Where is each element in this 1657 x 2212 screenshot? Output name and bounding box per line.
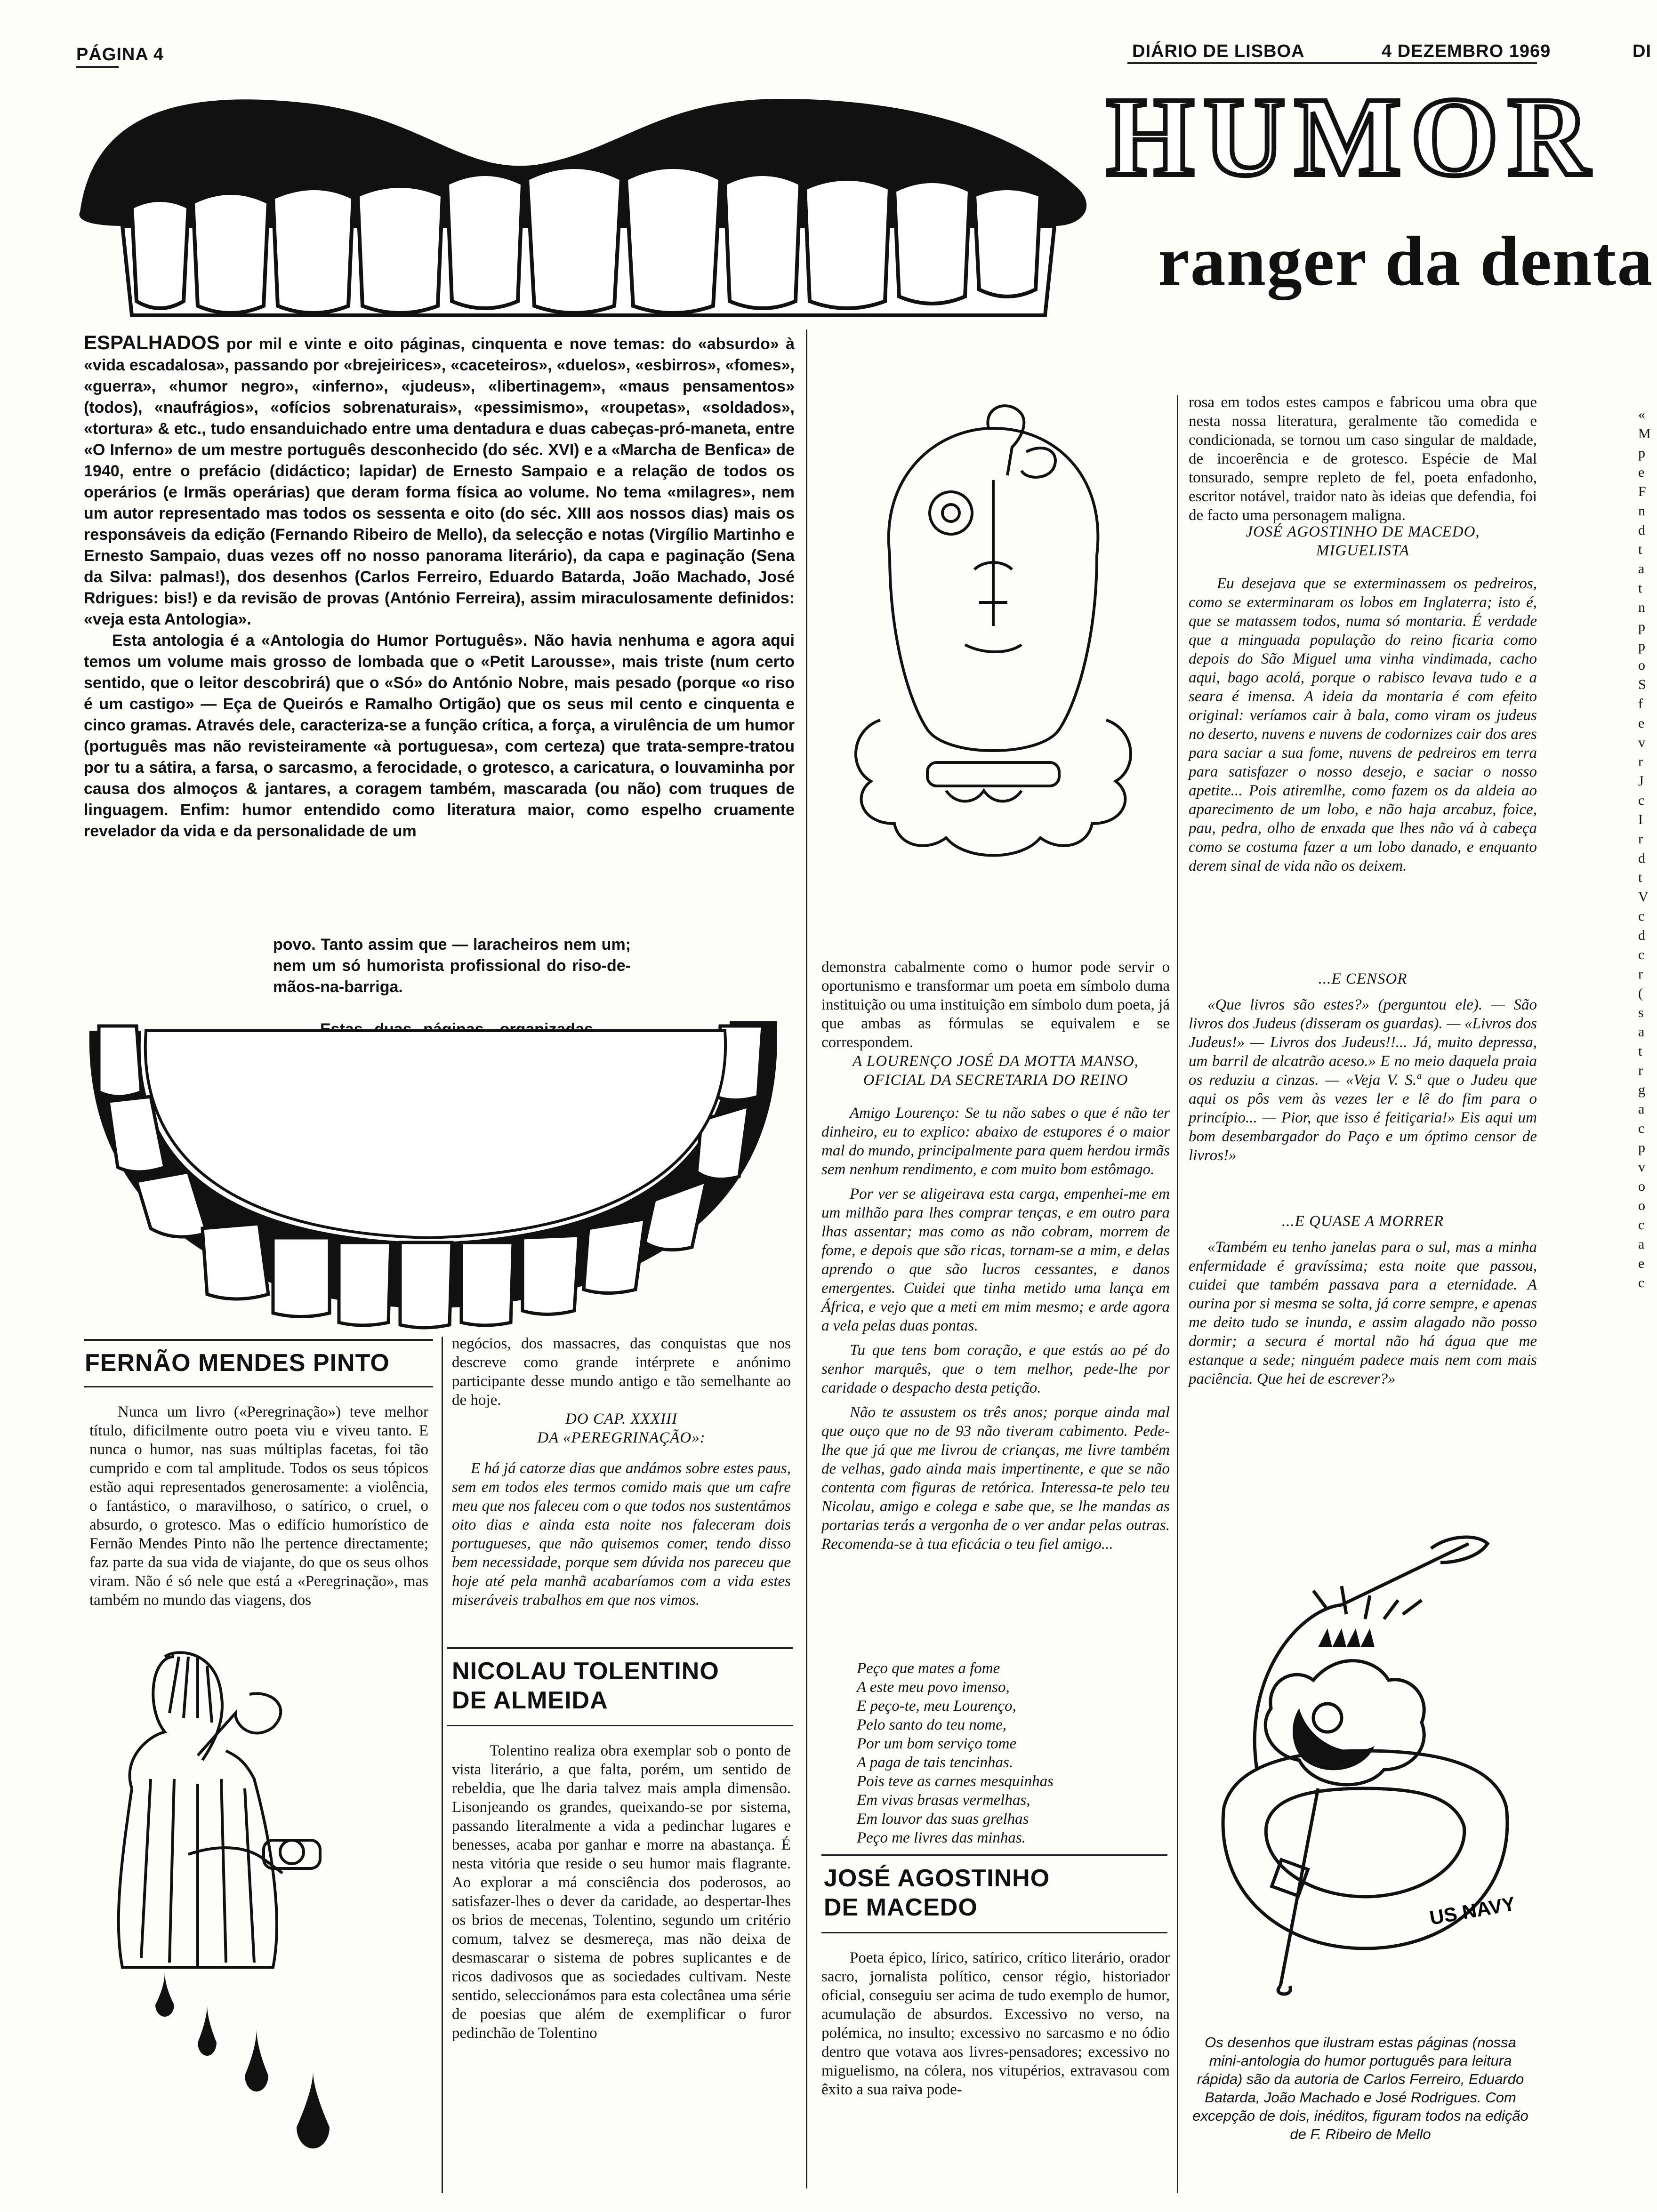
- poem-letter-p1: Amigo Lourenço: Se tu não sabes o que é não ter dinheiro, eu to explico: abaixo de estupores é o maior mal do mundo, principalmente para quem herdou irmãs sem nenhum rendimento, e com muito bom estômago.: [821, 1105, 1170, 1178]
- edge-letter: o: [1638, 1198, 1645, 1213]
- edge-letter: a: [1638, 1101, 1645, 1117]
- edge-letter: o: [1638, 657, 1645, 673]
- poem-letter-p2: Por ver se aligeirava esta carga, empenhei-me em um milhão para lhes comprar tenças, e em outro para lhas assentar; mas como as não cobram, morrem de fome, e depois que são ricas, tornam-se a mim, e delas aprendo o que são lucros cessantes, e danos emergentes. Cuidei que tinha metido uma lança em África, e vejo que a meti em mim mesmo; e arde agora a vela pelas duas pontas.: [821, 1186, 1170, 1334]
- edge-letter: V: [1638, 889, 1649, 905]
- section-title-macedo-1: JOSÉ AGOSTINHO: [824, 1865, 1050, 1892]
- castaway-liferaft-illustration: [1186, 1525, 1544, 2000]
- edge-letter: p: [1638, 445, 1645, 461]
- edge-letter: J: [1638, 773, 1644, 789]
- excerpt-heading-line1: DO CAP. XXXIII: [565, 1411, 677, 1427]
- col3-intro-text: demonstra cabalmente como o humor pode servir o oportunismo e transformar um poeta em símbolo duma instituição ou uma instituição em símbolo dum poeta, já que ambas as fórmulas se equivalem e se correspondem.: [821, 959, 1170, 1051]
- edge-letter: v: [1638, 735, 1645, 750]
- section-rule-macedo: [821, 1854, 1167, 1856]
- header-rule-left: [76, 66, 119, 68]
- column-rule-3: [442, 1337, 443, 2193]
- header-rule-right: [1127, 62, 1537, 64]
- edge-letter: M: [1638, 426, 1651, 441]
- edge-letter: r: [1638, 831, 1643, 847]
- poem-letter-p4: Não te assustem os três anos; porque ainda mal que ouço que no de 93 não tiveram cabimento. Pede-lhe que já que me livrou de crianças, me livre também de velhas, gado ainda mais impertinente, e que se não contenta com figuras de retórica. Interessa-te pelo teu Nicolau, amigo e colega e sabe que, se lhe mandas as portarias terás a vergonha de o ver andar pelas outras. Recomenda-se à tua eficácia o teu fiel amigo...: [821, 1404, 1170, 1553]
- edge-letter: e: [1638, 715, 1645, 731]
- illustration-credits-caption: Os desenhos que ilustram estas páginas (nossa mini-antologia do humor português para leitura rápida) são da autoria de Carlos Ferreiro, Eduardo Batarda, João Machado e José Rodrigues. Com excepção de dois, inéditos, figuram todos na edição de F. Ribeiro de Mello: [1192, 2034, 1528, 2142]
- fernao-excerpt: E há já catorze dias que andámos sobre estes paus, sem em todos eles termos comido mais que um cafre meu que nos faleceu com o que todos nos sustentámos oito dias e ainda esta noite nos faleceram dois portugueses, que não quisemos comer, tendo disso bem necessidade, porque sem dúvida nos pareceu que hoje até pela manhã acabaríamos com a vida estes miseráveis trabalhos em que nos vimos.: [452, 1460, 791, 1609]
- poem-letter: [821, 1104, 1170, 1559]
- edge-letter: c: [1638, 1275, 1645, 1290]
- miguelista-text: Eu desejava que se exterminassem os pedreiros, como se exterminaram os lobos em Inglaterra; isto é, que se matassem todos, numa só montaria. É verdade que a minguada população do reino ficaria como depois do São Miguel uma vinha vindimada, cacho aqui, bago acolá, porque o rabisco levava tudo e a seara é imensa. A ideia da montaria é com efeito original: veríamos cair à bala, como viram os judeus no deserto, nuvens e nuvens de codornizes cair dos ares para saciar a sua fome, nuvens de pedreiros em terra para satisfazer o nosso desejo, e saciar o nosso apetite... Pois atiremlhe, como fazem os da aldeia ao aparecimento de um lobo, e não haja arcabuz, foice, pau, pedra, olho de enxada que lhes não vá à cabeça como se costuma fazer a um lobo danado, e enquanto derem sinal de vida não os deixem.: [1189, 575, 1537, 874]
- verse-line: Pois teve as carnes mesquinhas: [857, 1773, 1054, 1790]
- section-rule-fernao: [84, 1339, 433, 1341]
- edge-letter: F: [1638, 484, 1646, 499]
- verse-line: A paga de tais tencinhas.: [857, 1754, 1014, 1771]
- edge-letter: a: [1638, 1236, 1645, 1252]
- edge-letter: c: [1638, 1121, 1645, 1136]
- edge-letter: c: [1638, 947, 1645, 962]
- edge-letter: c: [1638, 1217, 1645, 1233]
- censor-text: «Que livros são estes?» (perguntou ele). — São livros dos Judeus (disseram os guardas). — «Livros dos Judeus!» — Livros dos Judeus!!... Já, muito depressa, um barril de alcatrão aceso.» E no meio daquela praia os reduziu a cinzas. — «Veja V. S.ª que o Judeu que aqui os pôs vem às vezes ler e lê do fim para o princípio... — Pior, que isso é feitiçaria!» Eis aqui um bom desembargador do Paço e um óptimo censor de livros!»: [1189, 996, 1537, 1164]
- edge-letter: t: [1638, 1043, 1642, 1059]
- edge-letter: o: [1638, 1178, 1645, 1194]
- edge-letter: e: [1638, 1256, 1645, 1271]
- issue-date: 4 DEZEMBRO 1969: [1382, 41, 1551, 61]
- dentures-top-illustration: [66, 71, 1111, 334]
- next-page-header-fragment: DI: [1633, 41, 1651, 61]
- macedo-text: Poeta épico, lírico, satírico, crítico literário, orador sacro, jornalista político, censor régio, historiador oficial, conseguiu ser acima de tudo exemplo de humor, acumulação de absurdos. Excessivo no verso, na polémica, no insulto; excessivo no sarcasmo e no ódio dentro que votava aos livres-pensadores; excessivo no miguelismo, na cólera, nos vitupérios, extravasou com êxito a sua raiva pode-: [821, 1949, 1170, 2098]
- edge-letter: d: [1638, 522, 1645, 538]
- section-title-macedo-2: DE MACEDO: [824, 1894, 978, 1921]
- edge-letter: c: [1638, 793, 1645, 808]
- edge-letter: c: [1638, 908, 1645, 924]
- edge-letter: S: [1638, 677, 1646, 692]
- miguelista-title-line1: JOSÉ AGOSTINHO DE MACEDO,: [1246, 523, 1480, 540]
- verse-line: A este meu povo imenso,: [857, 1679, 1010, 1696]
- miguelista-title-line2: MIGUELISTA: [1316, 542, 1410, 559]
- next-page-cut-column: [1638, 405, 1657, 1292]
- column-rule-2: [1177, 395, 1178, 2193]
- censor-title: ...E CENSOR: [1318, 970, 1408, 987]
- verse-line: Peço me livres das minhas.: [857, 1829, 1026, 1846]
- supplement-title: HUMOR: [1106, 74, 1599, 199]
- edge-letter: v: [1638, 1159, 1645, 1175]
- edge-letter: n: [1638, 600, 1645, 615]
- dentures-bottom-illustration: [71, 965, 805, 1370]
- intro-paragraph-2-tail: povo. Tanto assim que — laracheiros nem um; nem um só humorista profissional do riso-de-mãos-na-barriga.: [273, 936, 631, 996]
- float-label: US NAVY: [1428, 1892, 1517, 1929]
- verse-line: Pelo santo do teu nome,: [857, 1716, 1007, 1733]
- column-rule-1: [806, 329, 807, 2188]
- poem-title-line1: A LOURENÇO JOSÉ DA MOTTA MANSO,: [853, 1053, 1139, 1070]
- edge-letter: g: [1638, 1082, 1645, 1098]
- edge-letter: n: [1638, 503, 1645, 519]
- head-with-worm-illustration: [833, 400, 1153, 955]
- intro-lead-word: ESPALHADOS: [84, 331, 220, 353]
- supplement-subtitle: ranger da denta: [1158, 222, 1654, 300]
- morrer-title: ...E QUASE A MORRER: [1281, 1213, 1444, 1230]
- page-number: PÁGINA 4: [76, 45, 164, 64]
- edge-letter: a: [1638, 561, 1645, 577]
- morrer-text: «Também eu tenho janelas para o sul, mas a minha enfermidade é gravíssima; esta noite que passou, cuidei que também passava para a eternidade. A ourina por si mesma se solta, já corre sempre, e apenas me deito tudo se inunda, e assim alagado não posso dormir; a secura é mortal não há água que me estanque a sede; ninguém padece mais nem com mais paciência. Que hei de escrever?»: [1189, 1239, 1537, 1387]
- edge-letter: I: [1638, 812, 1643, 827]
- edge-letter: t: [1638, 580, 1642, 596]
- poem-verse: [857, 1659, 1149, 1847]
- edge-letter: p: [1638, 619, 1645, 634]
- intro-block: [84, 332, 795, 842]
- edge-letter: t: [1638, 870, 1642, 885]
- section-title-tolentino-2: DE ALMEIDA: [452, 1687, 608, 1714]
- edge-letter: s: [1638, 1005, 1644, 1020]
- col4-intro-text: rosa em todos estes campos e fabricou uma obra que nesta nossa literatura, geralmente tão comedida e condicionada, se tornou um caso singular de maldade, de incoerência e de grotesco. Espécie de Mal tonsurado, sempre repleto de fel, poeta enfadonho, escritor notável, traidor nato às ideias que defendia, foi de facto uma personagem maligna.: [1189, 394, 1537, 524]
- edge-letter: d: [1638, 850, 1645, 866]
- edge-letter: e: [1638, 465, 1645, 480]
- tolentino-text: Tolentino realiza obra exemplar sob o ponto de vista literário, a que falta, porém, um sentido de rebeldia, que lhe daria talvez mais ampla dimensão. Lisonjeando os grandes, queixando-se por sistema, passando literalmente a vida a pedinchar lugares e benesses, acaba por ganhar e morre na abastança. É nesta vitória que reside o seu humor mais flagrante. Ao explorar a má consciência dos poderosos, ao satisfazer-lhes o dever da caridade, ao despertar-lhes os brios de mecenas, Tolentino, segundo um critério comum, talvez se desmereça, mas não deixa de desmascarar o sistema de pobres suplicantes e de ricos dadivosos que as sociedades cultivam. Neste sentido, seleccionámos para esta colectânea uma série de poesias que além de exemplificar o furor pedinchão de Tolentino: [452, 1742, 791, 2042]
- section-rule-macedo-bottom: [821, 1932, 1167, 1933]
- edge-letter: d: [1638, 928, 1645, 943]
- section-title-fernao: FERNÃO MENDES PINTO: [85, 1349, 390, 1377]
- verse-line: Em vivas brasas vermelhas,: [857, 1792, 1030, 1809]
- edge-letter: p: [1638, 1140, 1645, 1155]
- edge-letter: a: [1638, 1024, 1645, 1040]
- edge-letter: r: [1638, 1063, 1643, 1078]
- woman-tap-illustration: [94, 1638, 424, 2165]
- verse-line: Por um bom serviço tome: [857, 1735, 1017, 1752]
- intro-paragraph-2: Esta antologia é a «Antologia do Humor Português». Não havia nenhuma e agora aqui temos um volume mais grosso de lombada que o «Petit Larousse», mais triste (num certo sentido, que o leitor descobrirá) que o «Só» do António Nobre, mais pesado (porque «o riso é um castigo» — Eça de Queirós e Ramalho Ortigão) que os seus mil cento e cinquenta e cinco gramas. Através dele, caracteriza-se a função crítica, a força, a virulência de um humor (português mas não revisteiramente «à portuguesa», com certeza) que trata-sempre-tratou por tu a sátira, a farsa, o sarcasmo, a ferocidade, o grotesco, a caricatura, o louvaminha por causa dos almoços & jantares, a coragem também, mascarada (ou não) com truques de linguagem. Enfim: humor entendido como literatura maior, como espelho cruamente revelador da vida e da personalidade de um: [84, 632, 795, 840]
- edge-letter: r: [1638, 754, 1643, 769]
- edge-letter: (: [1638, 986, 1643, 1001]
- fernao-text: Nunca um livro («Peregrinação») teve melhor título, dificilmente outro poeta viu e viveu tanto. E nunca o humor, nas suas múltiplas facetas, foi tão cumprido e com tal amplitude. Todos os seus tópicos estão aqui representados generosamente: a violência, o fantástico, o maravilhoso, o satírico, o cruel, o absurdo, o grotesco. Mas o edifício humorístico de Fernão Mendes Pinto não lhe pertence directamente; faz parte da sua vida de viajante, do que os seus olhos viram. Não é só nele que está a «Peregrinação», mas também no mundo das viagens, dos: [89, 1403, 428, 1609]
- poem-letter-p3: Tu que tens bom coração, e que estás ao pé do senhor marquês, que o tem melhor, pede-lhe por caridade o despacho desta petição.: [821, 1342, 1170, 1396]
- fernao-text-continued: negócios, dos massacres, das conquistas que nos descreve como grande intérprete e anónimo participante desse mundo antigo e tão semelhante ao de hoje.: [452, 1335, 791, 1409]
- edge-letter: f: [1638, 696, 1643, 712]
- section-rule-tolentino: [447, 1647, 793, 1649]
- edge-letter: «: [1638, 407, 1645, 422]
- section-rule-fernao-bottom: [84, 1386, 433, 1387]
- newspaper-name: DIÁRIO DE LISBOA: [1132, 41, 1305, 61]
- verse-line: Peço que mates a fome: [857, 1660, 1000, 1677]
- intro-paragraph-1: por mil e vinte e oito páginas, cinquenta e nove temas: do «absurdo» à «vida escadalosa», passando por «brejeirices», «caceteiros», «duelos», «esbirros», «fomes», «guerra», «humor negro», «inferno», «judeus», «libertinagem», «maus pensamentos» (todos), «naufrágios», «ofícios sobrenaturais», «pessimismo», «roupetas», «soldados», «tortura» & etc., tudo ensanduichado entre uma dentadura e duas cabeças-pró-maneta, entre «O Inferno» de um mestre português desconhecido (do séc. XVI) e a «Marcha de Benfica» de 1940, entre o prefácio (didáctico; lapidar) de Ernesto Sampaio e a relação de todos os operários (e Irmãs operárias) que deram forma física ao volume. No tema «milagres», nem um autor representado mas todos os sessenta e oito (do séc. XIII aos nossos dias) mais os responsáveis da edição (Fernando Ribeiro de Mello), da selecção e notas (Virgílio Martinho e Ernesto Sampaio, duas vezes off no nosso panorama literário), da capa e paginação (Sena da Silva: palmas!), dos desenhos (Carlos Ferreiro, Eduardo Batarda, João Machado, José Rdrigues: bis!) e da revisão de provas (António Ferreira), assim miraculosamente definidos: «veja esta Antologia».: [84, 335, 795, 628]
- edge-letter: t: [1638, 542, 1642, 557]
- poem-title-line2: OFICIAL DA SECRETARIA DO REINO: [863, 1072, 1128, 1089]
- section-title-tolentino-1: NICOLAU TOLENTINO: [452, 1658, 719, 1685]
- section-rule-tolentino-bottom: [447, 1725, 793, 1726]
- edge-letter: p: [1638, 638, 1645, 654]
- excerpt-heading-line2: DA «PEREGRINAÇÃO»:: [537, 1429, 706, 1446]
- verse-line: E peço-te, meu Lourenço,: [857, 1698, 1016, 1715]
- verse-line: Em louvor das suas grelhas: [857, 1811, 1029, 1827]
- edge-letter: r: [1638, 966, 1643, 982]
